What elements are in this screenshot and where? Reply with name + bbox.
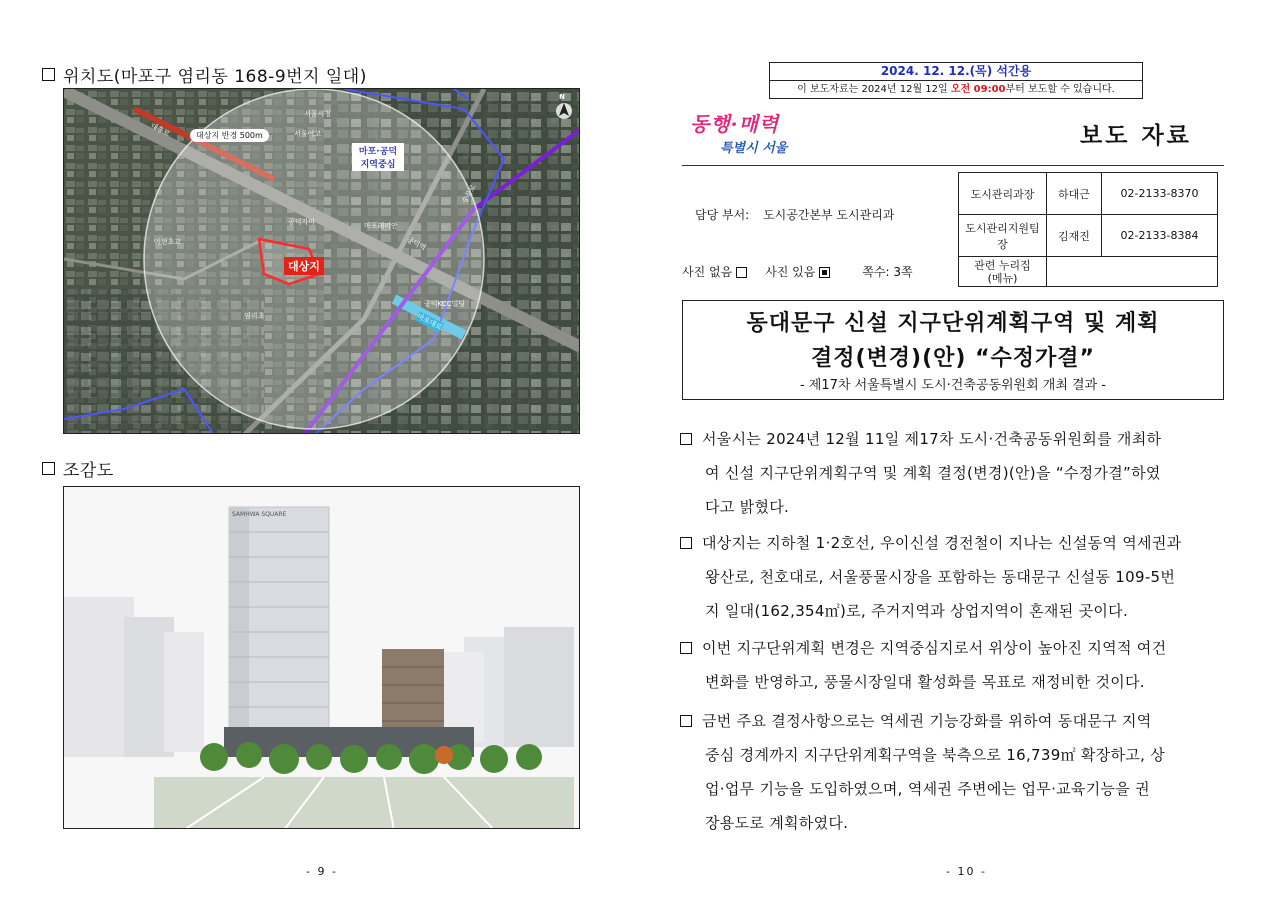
headline-line-1: 동대문구 신설 지구단위계획구역 및 계획 bbox=[746, 311, 1160, 336]
poi-label-2: 공덕자이 bbox=[288, 218, 316, 226]
paragraph-3: 이번 지구단위계획 변경은 지역중심지로서 위상이 높아진 지역적 여건 변화를 반영하고, 풍물시장일대 활성화를 목표로 재정비한 것이다. bbox=[680, 631, 1240, 699]
department: 담당 부서: 도시공간본부 도시관리과 bbox=[695, 208, 895, 222]
paragraph-1: 서울시는 2024년 12월 11일 제17차 도시·건축공동위원회를 개최하 여 신설 지구단위계획구역 및 계획 결정(변경)(안)을 “수정가결”하였 다고 밝혔다. bbox=[680, 422, 1240, 524]
headline-line-2: 결정(변경)(안) “수정가결” bbox=[810, 346, 1096, 371]
road-label-4: 마포대로 bbox=[415, 312, 444, 332]
checkbox-bullet-icon bbox=[42, 68, 55, 81]
page-number-right: - 10 - bbox=[946, 865, 987, 878]
right-page bbox=[640, 0, 1280, 905]
seoul-logo bbox=[690, 108, 810, 158]
release-date: 2024. 12. 12.(목) 석간용 bbox=[770, 63, 1142, 81]
filled-checkbox-icon bbox=[819, 267, 830, 278]
poi-label-3: 마포래미안 bbox=[364, 222, 398, 230]
target-label: 대상지 bbox=[284, 257, 324, 275]
building-render-illustration bbox=[64, 487, 580, 829]
headline-subtitle: - 제17차 서울특별시 도시·건축공동위원회 개최 결과 - bbox=[799, 378, 1106, 393]
center-label: 마포·공덕 지역중심 bbox=[352, 143, 404, 171]
contact-table bbox=[958, 172, 1218, 287]
table-row: 도시관리과장 하대근 02-2133-8370 bbox=[959, 173, 1218, 215]
checkbox-bullet-icon bbox=[680, 537, 692, 549]
road-label-3: 숭문로 bbox=[460, 183, 478, 205]
road-label-2: 공덕역 bbox=[405, 235, 428, 253]
release-box bbox=[769, 62, 1143, 99]
poi-label-1: 서울시청 bbox=[304, 110, 332, 118]
road-label-1: 대흥로 bbox=[149, 121, 172, 139]
bird-eye-render bbox=[63, 486, 580, 829]
checkbox-bullet-icon bbox=[42, 462, 55, 475]
photo-info: 사진 없음 사진 있음 쪽수: 3쪽 bbox=[682, 265, 913, 279]
table-row: 관련 누리집 (메뉴) bbox=[959, 257, 1218, 287]
press-title: 보도 자료 bbox=[1080, 123, 1192, 149]
poi-label-6: 서울여고 bbox=[294, 130, 322, 138]
logo-line-1: 동행·매력 bbox=[690, 112, 780, 136]
page-count: 쪽수: 3쪽 bbox=[862, 265, 913, 279]
page-number-left: - 9 - bbox=[306, 865, 338, 878]
table-row: 도시관리지원팀장 김재진 02-2133-8384 bbox=[959, 215, 1218, 257]
logo-line-2: 특별시 서울 bbox=[720, 141, 788, 156]
bird-eye-heading: 조감도 bbox=[42, 456, 114, 481]
poi-label-5: 염리초 bbox=[244, 312, 265, 320]
headline-box bbox=[682, 300, 1224, 400]
checkbox-bullet-icon bbox=[680, 642, 692, 654]
poi-label-7: 공덕KCC빌딩 bbox=[424, 300, 466, 308]
checkbox-bullet-icon bbox=[680, 433, 692, 445]
poi-label-4: 아현초교 bbox=[154, 238, 182, 246]
divider bbox=[682, 165, 1224, 166]
release-note: 이 보도자료는 2024년 12월 12일 오전 09:00부터 보도할 수 있습니다. bbox=[797, 84, 1115, 95]
north-label: N bbox=[559, 93, 565, 101]
location-map bbox=[63, 88, 580, 434]
checkbox-bullet-icon bbox=[680, 715, 692, 727]
location-heading: 위치도(마포구 염리동 168-9번지 일대) bbox=[42, 62, 367, 87]
radius-label: 대상지 반경 500m bbox=[190, 129, 269, 142]
paragraph-4: 금번 주요 결정사항으로는 역세권 기능강화를 위하여 동대문구 지역 중심 경계까지 지구단위계획구역을 북측으로 16,739㎡ 확장하고, 상 업·업무 기능을 도입하였으며, 역세권 주변에는 업무·교육기능을 권 장용도로 계획하였다. bbox=[680, 704, 1240, 840]
paragraph-2: 대상지는 지하철 1·2호선, 우이신설 경전철이 지나는 신설동역 역세권과 왕산로, 천호대로, 서울풍물시장을 포함하는 동대문구 신설동 109-5번 지 일대(162,354㎡)로, 주거지역과 상업지역이 혼재된 곳이다. bbox=[680, 526, 1240, 628]
tower-sign: SAMHWA SQUARE bbox=[232, 511, 287, 518]
empty-checkbox-icon bbox=[736, 267, 747, 278]
